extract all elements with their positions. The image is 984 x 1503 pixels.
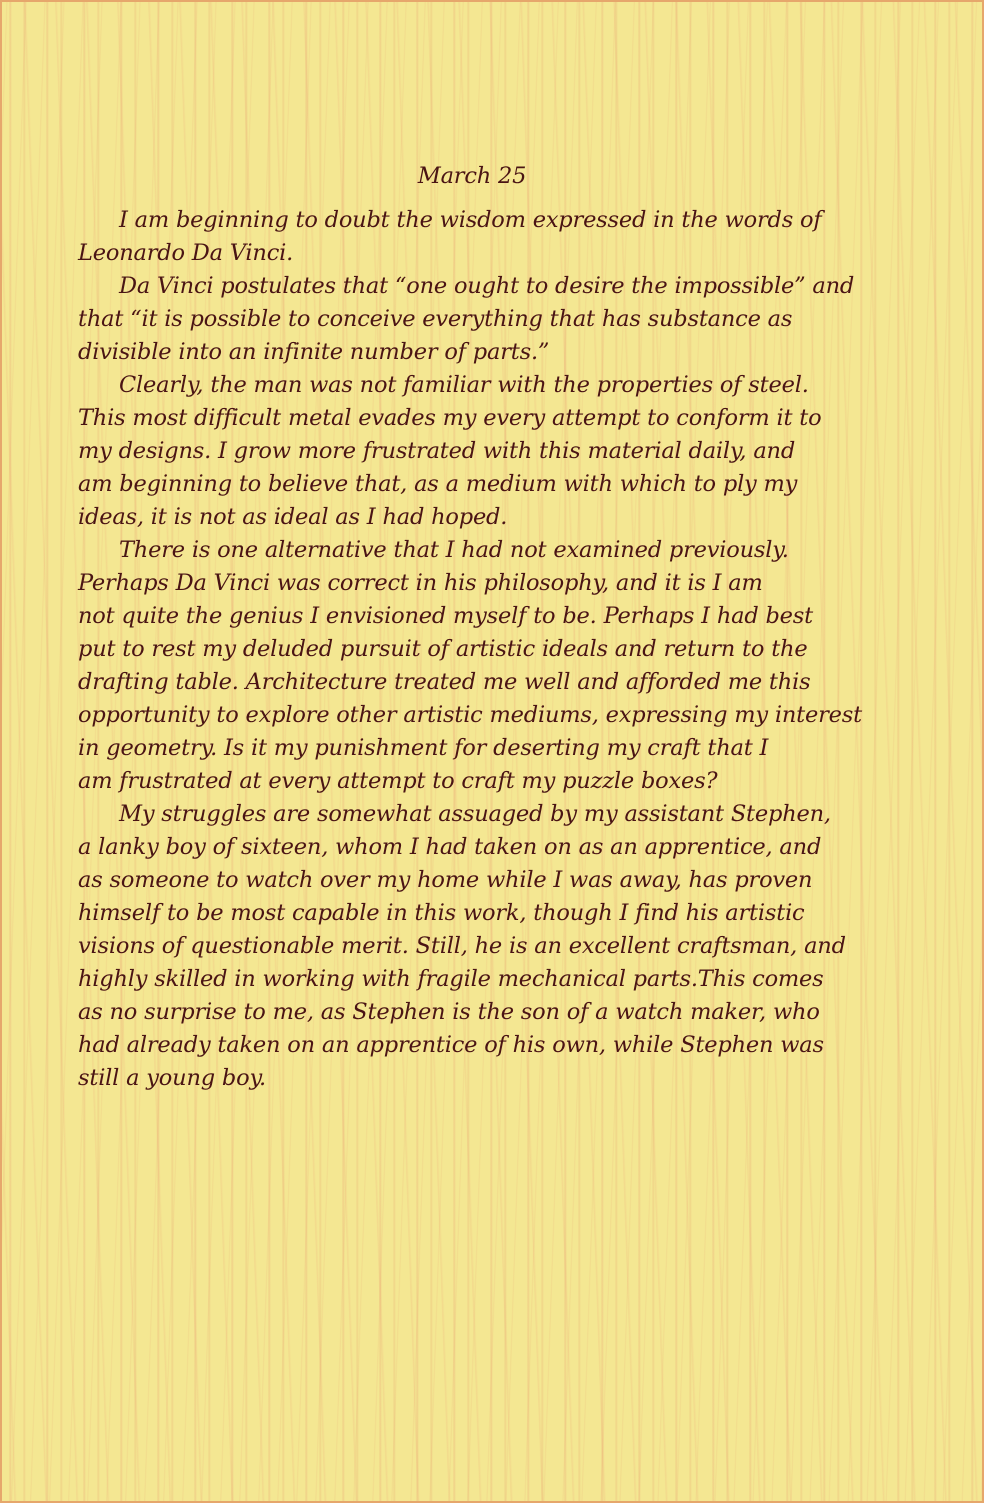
text-line: I am beginning to doubt the wisdom expressed in the words of [119, 207, 822, 233]
journal-entry [78, 160, 862, 1095]
text-line: visions of questionable merit. Still, he is an excellent craftsman, and [78, 933, 846, 959]
text-line: Da Vinci postulates that “one ought to desire the impossible” and [119, 273, 855, 299]
text-line: that “it is possible to conceive everything that has substance as [78, 306, 793, 332]
text-line: This most difficult metal evades my every attempt to conform it to [78, 405, 822, 431]
text-line: ideas, it is not as ideal as I had hoped. [78, 504, 508, 530]
text-line: as no surprise to me, as Stephen is the son of a watch maker, who [78, 999, 820, 1025]
text-line: highly skilled in working with fragile mechanical parts.This comes [78, 966, 824, 992]
paragraph-5 [78, 798, 858, 1095]
text-line: himself to be most capable in this work, though I find his artistic [78, 900, 805, 926]
text-line: had already taken on an apprentice of his own, while Stephen was [78, 1032, 824, 1058]
text-line: Perhaps Da Vinci was correct in his philosophy, and it is I am [78, 570, 763, 596]
text-line: still a young boy. [78, 1065, 266, 1091]
text-line: opportunity to explore other artistic mediums, expressing my interest [78, 702, 862, 728]
text-line: am beginning to believe that, as a medium with which to ply my [78, 471, 798, 497]
text-line: not quite the genius I envisioned myself to be. Perhaps I had best [78, 603, 813, 629]
paragraph-2 [78, 270, 858, 369]
text-line: my designs. I grow more frustrated with this material daily, and [78, 438, 796, 464]
text-line: Leonardo Da Vinci. [78, 240, 294, 266]
text-line: divisible into an infinite number of parts.” [78, 339, 550, 365]
text-line: My struggles are somewhat assuaged by my assistant Stephen, [119, 801, 831, 827]
paragraph-1 [78, 204, 858, 270]
text-line: a lanky boy of sixteen, whom I had taken on as an apprentice, and [78, 834, 822, 860]
text-line: Clearly, the man was not familiar with the properties of steel. [119, 372, 809, 398]
paragraph-4 [78, 534, 862, 798]
text-line: drafting table. Architecture treated me well and afforded me this [78, 669, 811, 695]
text-line: in geometry. Is it my punishment for deserting my craft that I [78, 735, 769, 761]
text-line: There is one alternative that I had not examined previously. [119, 537, 789, 563]
text-line: am frustrated at every attempt to craft my puzzle boxes? [78, 768, 718, 794]
text-line: as someone to watch over my home while I was away, has proven [78, 867, 813, 893]
paragraph-3 [78, 369, 858, 534]
entry-date: March 25 [417, 163, 527, 189]
text-line: put to rest my deluded pursuit of artistic ideals and return to the [78, 636, 808, 662]
